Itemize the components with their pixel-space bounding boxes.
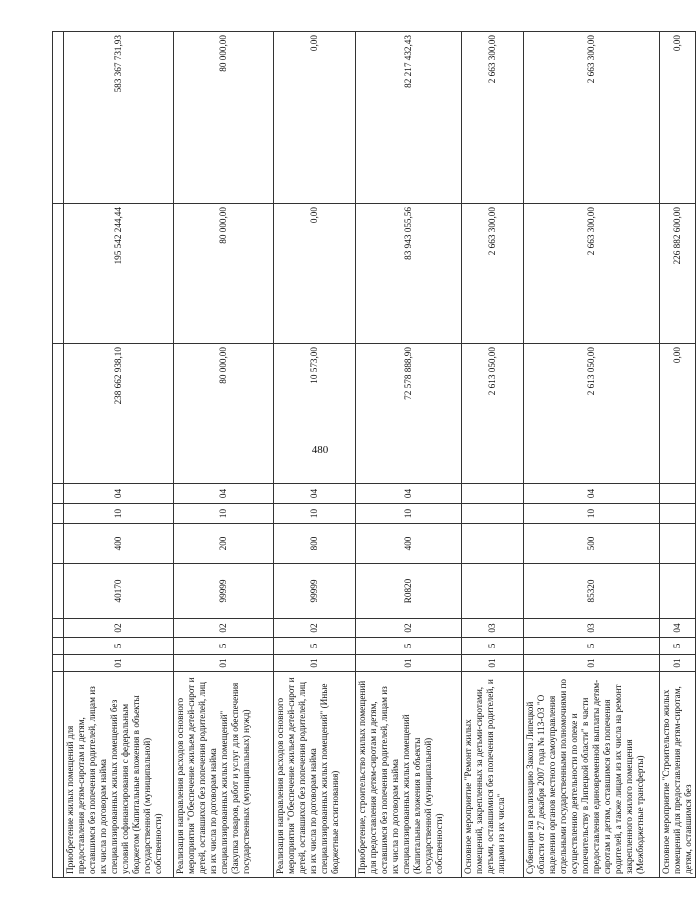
code-cell: 01 <box>274 655 356 672</box>
table-body <box>53 32 696 878</box>
code-cell <box>462 564 524 619</box>
code-cell: 04 <box>524 484 660 504</box>
code-cell: 500 <box>524 524 660 564</box>
header-cell <box>53 524 64 564</box>
code-cell <box>660 564 696 619</box>
amount-cell: 80 000,00 <box>174 344 274 484</box>
header-cell <box>53 32 64 204</box>
code-cell: 200 <box>174 524 274 564</box>
code-cell: R0820 <box>356 564 462 619</box>
amount-cell: 0,00 <box>274 204 356 344</box>
code-cell: 01 <box>174 655 274 672</box>
code-cell: 10 <box>174 504 274 524</box>
code-cell <box>462 524 524 564</box>
code-cell: 5 <box>174 638 274 655</box>
code-cell: 5 <box>356 638 462 655</box>
header-cell <box>53 204 64 344</box>
table-row <box>274 32 356 878</box>
amount-cell: 80 000,00 <box>174 32 274 204</box>
code-cell: 02 <box>356 619 462 638</box>
code-cell: 5 <box>462 638 524 655</box>
table-header-strip <box>53 32 64 878</box>
row-description: Основное мероприятие "Ремонт жилых помещений, закрепленных за детьми-сиротами, детьми, оставшимися без попечения родителей, и лицами из их числа" <box>462 672 524 878</box>
amount-cell: 83 943 055,56 <box>356 204 462 344</box>
code-cell: 10 <box>274 504 356 524</box>
code-cell: 03 <box>462 619 524 638</box>
code-cell: 01 <box>462 655 524 672</box>
header-cell <box>53 655 64 672</box>
amount-cell: 72 578 888,90 <box>356 344 462 484</box>
code-cell: 02 <box>64 619 174 638</box>
code-cell: 10 <box>64 504 174 524</box>
amount-cell: 2 663 300,00 <box>524 204 660 344</box>
code-cell: 85320 <box>524 564 660 619</box>
code-cell: 10 <box>356 504 462 524</box>
code-cell: 40170 <box>64 564 174 619</box>
code-cell: 04 <box>174 484 274 504</box>
code-cell: 400 <box>356 524 462 564</box>
code-cell: 02 <box>174 619 274 638</box>
row-description: Реализация направления расходов основного мероприятия "Обеспечение жильем детей-сирот и детей, оставшихся без попечения родителей, лиц из их числа по договорам найма специализированных жилых помещений" (Иные бюджетные ассигнования) <box>274 672 356 878</box>
header-cell <box>53 344 64 484</box>
table-row <box>660 32 696 878</box>
amount-cell: 10 573,00 <box>274 344 356 484</box>
code-cell: 5 <box>64 638 174 655</box>
code-cell <box>660 484 696 504</box>
amount-cell: 0,00 <box>660 344 696 484</box>
header-cell <box>53 619 64 638</box>
code-cell: 01 <box>356 655 462 672</box>
code-cell: 04 <box>274 484 356 504</box>
table-row <box>524 32 660 878</box>
code-cell <box>660 524 696 564</box>
code-cell: 01 <box>64 655 174 672</box>
amount-cell: 80 000,00 <box>174 204 274 344</box>
amount-cell: 2 663 300,00 <box>524 32 660 204</box>
row-description: Реализация направления расходов основного мероприятия "Обеспечение жильем детей-сирот и детей, оставшихся без попечения родителей, лиц из их числа по договорам найма специализированных жилых помещений" (Закупка товаров, работ и услуг для обеспечения государственных (муниципальных) нужд) <box>174 672 274 878</box>
code-cell: 99999 <box>274 564 356 619</box>
code-cell: 5 <box>524 638 660 655</box>
amount-cell: 0,00 <box>660 32 696 204</box>
code-cell: 800 <box>274 524 356 564</box>
amount-cell: 226 882 600,00 <box>660 204 696 344</box>
header-cell <box>53 672 64 878</box>
amount-cell: 82 217 432,43 <box>356 32 462 204</box>
row-description: Основное мероприятие "Строительство жилых помещений для предоставления детям-сиротам, детям, оставшимся без <box>660 672 696 878</box>
code-cell: 03 <box>524 619 660 638</box>
code-cell: 01 <box>660 655 696 672</box>
table-row <box>462 32 524 878</box>
header-cell <box>53 564 64 619</box>
row-description: Приобретение жилых помещений для предоставления детям-сиротам и детям, оставшимся без попечения родителей, лицам из их числа по договорам найма специализированных жилых помещений без условий софинансирования с федеральным бюджетом (Капитальные вложения в объекты государственной (муниципальной) собственности) <box>64 672 174 878</box>
header-cell <box>53 484 64 504</box>
code-cell <box>462 484 524 504</box>
header-cell <box>53 504 64 524</box>
code-cell <box>462 504 524 524</box>
amount-cell: 2 663 300,00 <box>462 32 524 204</box>
budget-table <box>52 31 696 878</box>
header-cell <box>53 638 64 655</box>
amount-cell: 2 663 300,00 <box>462 204 524 344</box>
budget-table-rotated <box>52 32 693 878</box>
code-cell: 5 <box>274 638 356 655</box>
code-cell <box>660 504 696 524</box>
amount-cell: 2 613 050,00 <box>524 344 660 484</box>
row-description: Субвенция на реализацию Закона Липецкой области от 27 декабря 2007 года № 113-ОЗ "О наделении органов местного самоуправления отдельными государственными полномочиями по осуществлению деятельности по опеке и попечительству в Липецкой области" в части предоставления единовременной выплаты детям-сиротам и детям, оставшимся без попечения родителей, а также лицам из их числа на ремонт закрепленного жилого помещения (Межбюджетные трансферты) <box>524 672 660 878</box>
code-cell: 10 <box>524 504 660 524</box>
row-description: Приобретение, строительство жилых помещений для предоставления детям-сиротам и детям, оставшимся без попечения родителей, лицам из их числа по договорам найма специализированных жилых помещений (Капитальные вложения в объекты государственной (муниципальной) собственности) <box>356 672 462 878</box>
code-cell: 02 <box>274 619 356 638</box>
table-row <box>356 32 462 878</box>
table-row <box>64 32 174 878</box>
code-cell: 04 <box>356 484 462 504</box>
code-cell: 400 <box>64 524 174 564</box>
code-cell: 04 <box>64 484 174 504</box>
code-cell: 5 <box>660 638 696 655</box>
amount-cell: 583 367 731,93 <box>64 32 174 204</box>
amount-cell: 238 662 938,10 <box>64 344 174 484</box>
code-cell: 01 <box>524 655 660 672</box>
page-number: 480 <box>311 444 329 456</box>
code-cell: 99999 <box>174 564 274 619</box>
code-cell: 04 <box>660 619 696 638</box>
amount-cell: 2 613 050,00 <box>462 344 524 484</box>
amount-cell: 195 542 244,44 <box>64 204 174 344</box>
amount-cell: 0,00 <box>274 32 356 204</box>
table-row <box>174 32 274 878</box>
